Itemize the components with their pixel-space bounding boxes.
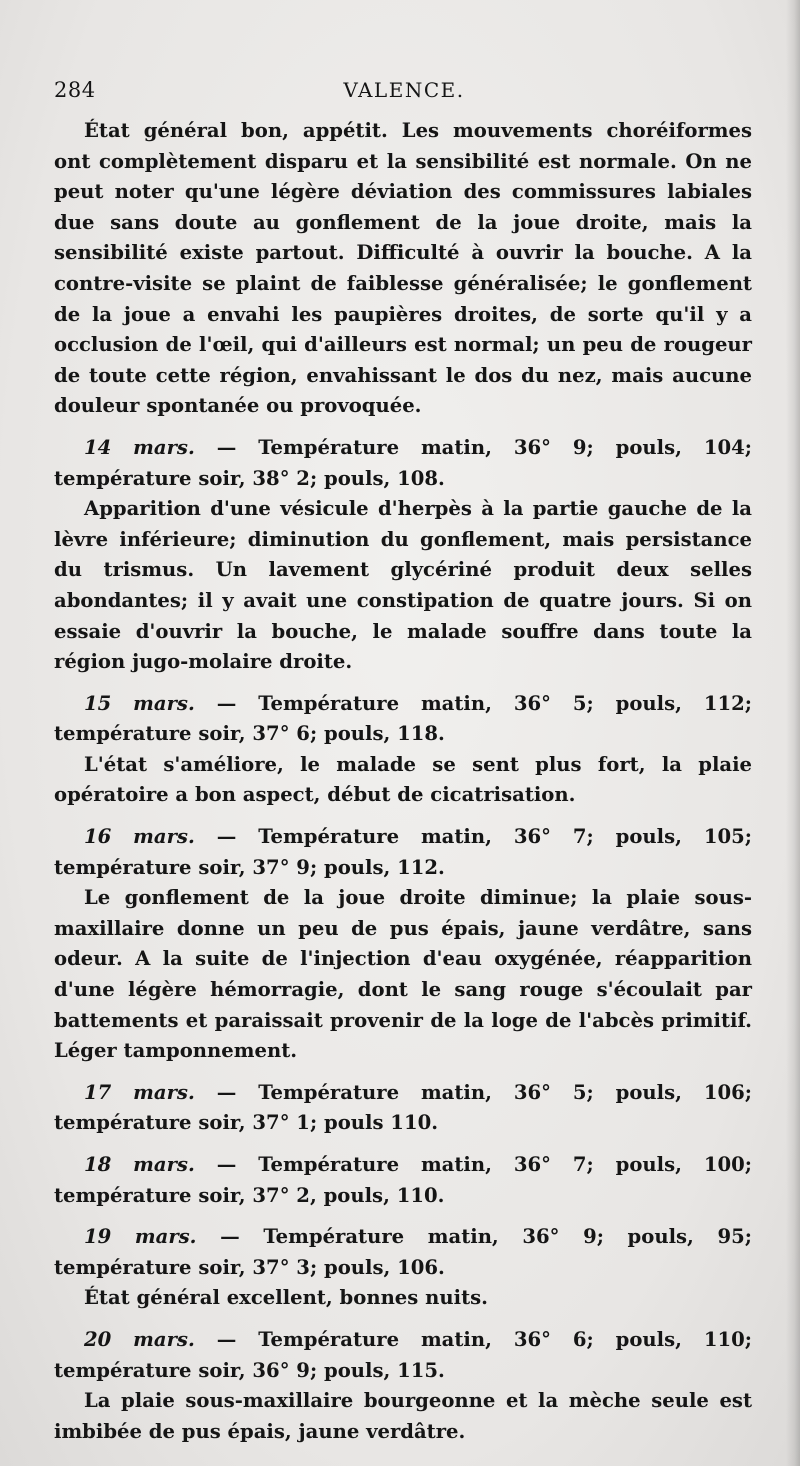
entry-text: — Température matin, 36° 5; pouls, 106; température soir, 37° 1; pouls 110. bbox=[54, 1080, 752, 1135]
entry-text: — Température matin, 36° 5; pouls, 112; température soir, 37° 6; pouls, 118. bbox=[54, 691, 752, 746]
paragraph bbox=[54, 116, 752, 422]
entry-text: — Température matin, 36° 7; pouls, 105; température soir, 37° 9; pouls, 112. bbox=[54, 825, 752, 879]
paragraph-text: La plaie sous-maxillaire bourgeonne et la mèche seule est imbibée de pus épais, jaune verdâtre. bbox=[54, 1389, 752, 1443]
paragraph-text: Le gonflement de la joue droite diminue; la plaie sous-maxillaire donne un peu de pus épais, jaune verdâtre, sans odeur. A la suite de l'injection d'eau oxygénée, réapparition d'une légère hémorragie, dont le sang rouge s'écoulait par battements et paraissait provenir de la loge de l'abcès primitif. Léger tamponnement. bbox=[54, 886, 752, 1063]
dated-entry bbox=[54, 1325, 752, 1386]
page-edge-shadow bbox=[786, 0, 800, 1466]
entry-text: — Température matin, 36° 7; pouls, 100; température soir, 37° 2, pouls, 110. bbox=[54, 1153, 752, 1207]
entry-date: 20 mars. bbox=[84, 1327, 195, 1351]
paragraph bbox=[54, 494, 752, 678]
entry-date: 19 mars. bbox=[84, 1225, 197, 1249]
paragraph-text: Apparition d'une vésicule d'herpès à la partie gauche de la lèvre inférieure; diminution du gonflement, mais persistance du trismus. Un lavement glycériné produit deux selles abondantes; il y avait une constipation de quatre jours. Si on essaie d'ouvrir la bouche, le malade souffre dans toute la région jugo-molaire droite. bbox=[54, 497, 752, 674]
running-title: VALENCE. bbox=[343, 78, 465, 102]
entry-text: — Température matin, 36° 9; pouls, 104; température soir, 38° 2; pouls, 108. bbox=[54, 435, 752, 490]
paragraph bbox=[54, 750, 752, 811]
entry-date: 16 mars. bbox=[84, 825, 195, 849]
running-head bbox=[54, 78, 754, 108]
dated-entry bbox=[54, 433, 752, 494]
dated-entry bbox=[54, 689, 752, 750]
entry-date: 15 mars. bbox=[84, 691, 195, 715]
entry-date: 17 mars. bbox=[84, 1080, 195, 1104]
entry-date: 18 mars. bbox=[84, 1153, 195, 1176]
dated-entry bbox=[54, 1222, 752, 1283]
text-body bbox=[54, 116, 752, 1447]
entry-text: — Température matin, 36° 9; pouls, 95; température soir, 37° 3; pouls, 106. bbox=[54, 1225, 752, 1279]
dated-entry bbox=[54, 1078, 752, 1139]
paragraph bbox=[54, 1386, 752, 1447]
entry-date: 14 mars. bbox=[84, 435, 195, 459]
dated-entry bbox=[54, 822, 752, 883]
page-number: 284 bbox=[54, 78, 96, 102]
entry-text: — Température matin, 36° 6; pouls, 110; température soir, 36° 9; pouls, 115. bbox=[54, 1327, 752, 1382]
paragraph bbox=[54, 883, 752, 1067]
paragraph-text: État général bon, appétit. Les mouvements choréiformes ont complètement disparu et la sensibilité est normale. On ne peut noter qu'une légère déviation des commissures labiales due sans doute au gonflement de la joue droite, mais la sensibilité existe partout. Difficulté à ouvrir la bouche. A la contre-visite se plaint de faiblesse généralisée; le gonflement de la joue a envahi les paupières droites, de sorte qu'il y a occlusion de l'œil, qui d'ailleurs est normal; un peu de rougeur de toute cette région, envahissant le dos du nez, mais aucune douleur spontanée ou provoquée. bbox=[54, 119, 752, 418]
dated-entry bbox=[54, 1150, 752, 1211]
paragraph bbox=[54, 1283, 752, 1314]
paragraph-text: L'état s'améliore, le malade se sent plus fort, la plaie opératoire a bon aspect, début de cicatrisation. bbox=[54, 752, 752, 807]
paragraph-text: État général excellent, bonnes nuits. bbox=[84, 1286, 488, 1310]
